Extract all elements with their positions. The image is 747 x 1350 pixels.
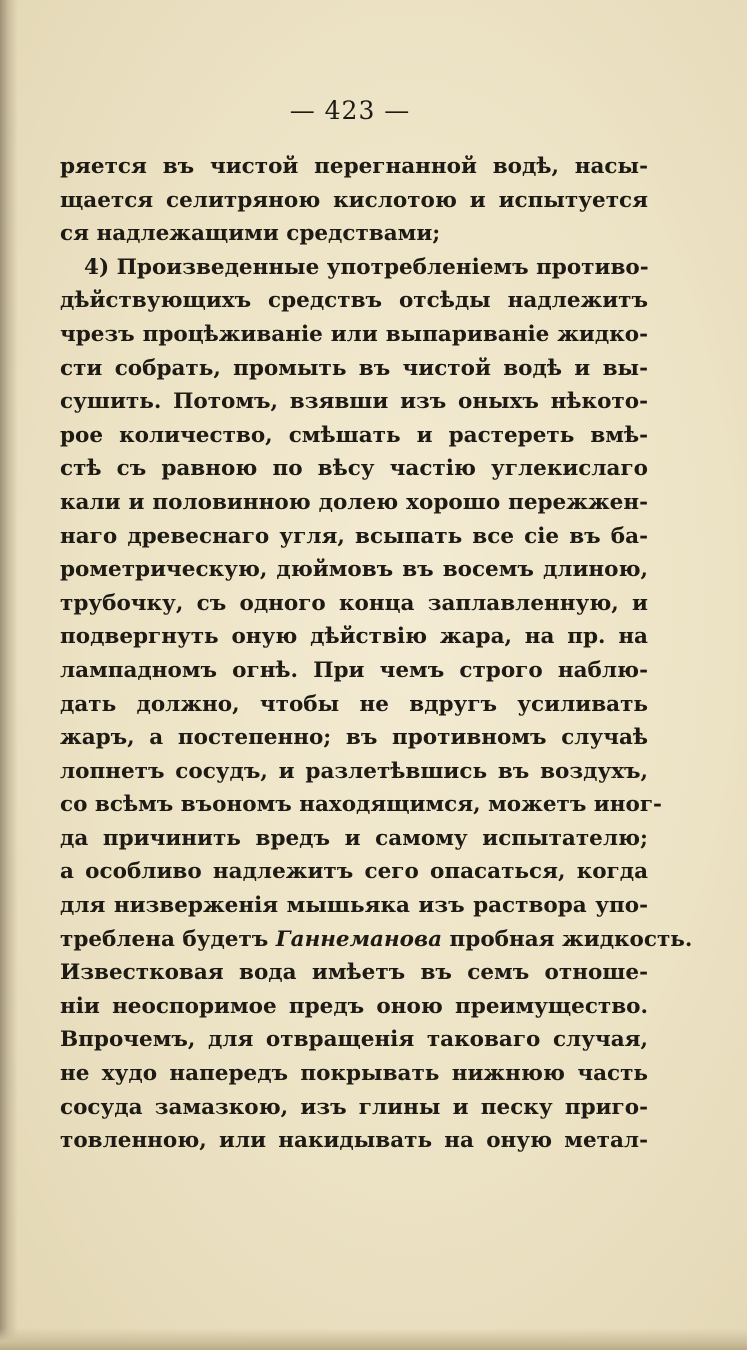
text-line: да причинить вредъ и самому испытателю; — [60, 825, 648, 851]
page-bottom-edge — [0, 1328, 747, 1350]
text-line: ряется въ чистой перегнанной водѣ, насы- — [60, 154, 648, 179]
text-line — [60, 923, 693, 957]
text-line: щается селитряною кислотою и испытуется — [60, 187, 648, 213]
text-line: лопнетъ сосудъ, и разлетѣвшись въ воздухъ, — [60, 758, 648, 784]
emphasized-name: Ганнемановa — [275, 926, 443, 952]
text-line: для низверженія мышьяка изъ раствора упо- — [60, 893, 648, 919]
text-line: ся надлежащими средствами; — [60, 221, 441, 247]
text-line: лампадномъ огнѣ. При чемъ строго наблю- — [60, 657, 648, 683]
text-segment: треблена будетъ — [60, 926, 269, 952]
text-line: сушить. Потомъ, взявши изъ оныхъ нѣкото- — [60, 389, 648, 415]
text-line: трубочку, съ одного конца заплавленную, и — [60, 590, 648, 616]
text-line: не худо напередъ покрывать нижнюю часть — [60, 1061, 648, 1087]
text-line: ніи неоспоримое предъ оною преимущество. — [60, 993, 648, 1019]
text-line: жаръ, а постепенно; въ противномъ случаѣ — [60, 725, 648, 751]
text-line: кали и половинною долею хорошо пережжен- — [60, 489, 648, 515]
page-number: — 423 — — [289, 96, 411, 125]
page-spine-shadow — [0, 0, 18, 1350]
text-segment: пробная жидкость. — [449, 926, 693, 952]
text-line: а особливо надлежитъ сего опасаться, когда — [60, 859, 648, 885]
text-line: 4) Произведенные употребленіемъ противо- — [84, 254, 649, 280]
text-line: стѣ съ равною по вѣсу частію углекислаго — [60, 456, 648, 482]
text-line: подвергнуть оную дѣйствію жара, на пр. на — [60, 624, 648, 650]
body-text — [60, 150, 693, 1158]
text-line: сти собрать, промыть въ чистой водѣ и вы- — [60, 355, 648, 381]
text-line: Впрочемъ, для отвращенія таковаго случая, — [60, 1027, 648, 1053]
text-line: рометрическую, дюймовъ въ восемъ длиною, — [60, 557, 648, 583]
text-line: наго древеснаго угля, всыпать все сіе въ ба- — [60, 523, 648, 549]
text-line: рое количество, смѣшать и растереть вмѣ- — [60, 422, 648, 448]
text-line: дѣйствующихъ средствъ отсѣды надлежитъ — [60, 288, 648, 314]
text-line: товленною, или накидывать на оную метал- — [60, 1128, 648, 1154]
text-line: со всѣмъ въономъ находящимся, можетъ иног- — [60, 792, 662, 818]
text-line: дать должно, чтобы не вдругъ усиливать — [60, 691, 648, 717]
text-line: Известковая вода имѣетъ въ семъ отноше- — [60, 960, 648, 986]
text-line: сосуда замазкою, изъ глины и песку приго- — [60, 1094, 648, 1120]
text-line: чрезъ процѣживаніе или выпариваніе жидко- — [60, 321, 648, 347]
